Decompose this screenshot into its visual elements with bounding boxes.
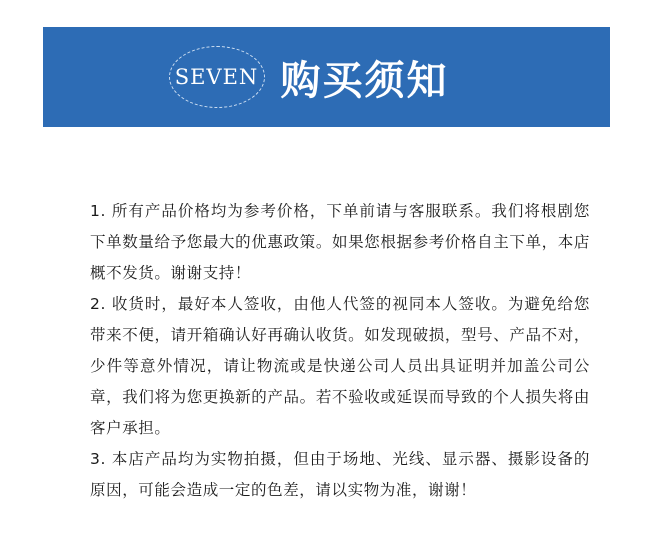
page-title: 购买须知 [280,57,449,104]
notice-body [90,196,590,506]
notice-item-2: 2. 收货时，最好本人签收，由他人代签的视同本人签收。为避免给您带来不便，请开箱确认好再确认收货。如发现破损，型号、产品不对，少件等意外情况，请让物流或是快递公司人员出具证明并加盖公司公章，我们将为您更换新的产品。若不验收或延误而导致的个人损失将由客户承担。 [90,295,590,437]
notice-item-3: 3. 本店产品均为实物拍摄，但由于场地、光线、显示器、摄影设备的原因，可能会造成一定的色差，请以实物为准，谢谢！ [90,450,590,499]
notice-banner [43,27,610,127]
seal-label: SEVEN [174,65,259,89]
notice-item-1: 1. 所有产品价格均为参考价格，下单前请与客服联系。我们将根剧您下单数量给予您最大的优惠政策。如果您根据参考价格自主下单，本店概不发货。谢谢支持！ [90,202,590,282]
banner-content [169,46,449,108]
seven-seal-icon [169,46,265,108]
